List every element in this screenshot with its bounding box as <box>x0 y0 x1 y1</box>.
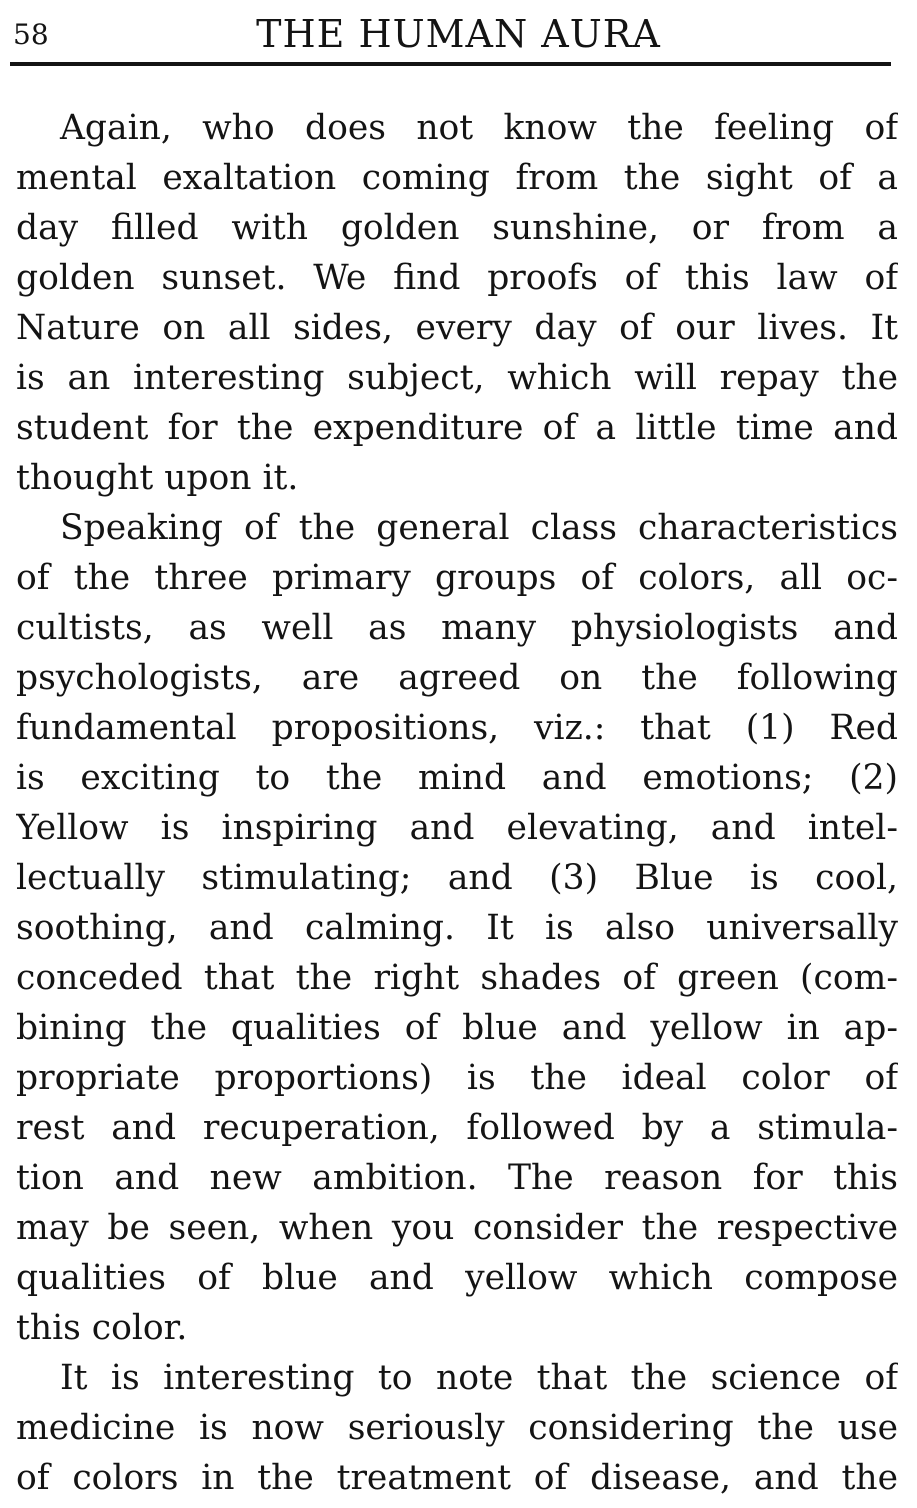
text-line: lectually stimulating; and (3) Blue is cool, <box>16 858 898 898</box>
text-line: Yellow is inspiring and elevating, and intel- <box>16 808 898 848</box>
text-line: day filled with golden sunshine, or from a <box>16 208 898 248</box>
paragraph-2 <box>16 503 898 1353</box>
text-line: bining the qualities of blue and yellow in ap- <box>16 1008 898 1048</box>
text-line: rest and recuperation, followed by a stimula- <box>16 1108 898 1148</box>
text-line: is exciting to the mind and emotions; (2) <box>16 758 898 798</box>
text-line: conceded that the right shades of green (com- <box>16 958 898 998</box>
text-line: this color. <box>16 1308 188 1348</box>
text-line: cultists, as well as many physiologists and <box>16 608 898 648</box>
text-line: tion and new ambition. The reason for this <box>16 1158 898 1198</box>
paragraph-3 <box>16 1353 898 1503</box>
paragraph-1 <box>16 103 898 503</box>
page-number: 58 <box>13 18 49 51</box>
running-title: THE HUMAN AURA <box>256 12 661 56</box>
text-line: It is interesting to note that the science of <box>60 1358 898 1398</box>
text-line: Speaking of the general class characteristics <box>60 508 898 548</box>
text-line: of colors in the treatment of disease, and the <box>16 1458 898 1498</box>
body-text <box>16 103 898 1503</box>
text-line: qualities of blue and yellow which compose <box>16 1258 898 1298</box>
text-line: thought upon it. <box>16 458 299 498</box>
text-line: medicine is now seriously considering the use <box>16 1408 898 1448</box>
text-line: fundamental propositions, viz.: that (1) Red <box>16 708 898 748</box>
text-line: mental exaltation coming from the sight of a <box>16 158 898 198</box>
text-line: golden sunset. We find proofs of this law of <box>16 258 898 298</box>
header-rule <box>10 62 891 66</box>
text-line: of the three primary groups of colors, all oc- <box>16 558 898 598</box>
text-line: may be seen, when you consider the respective <box>16 1208 898 1248</box>
text-line: student for the expenditure of a little time and <box>16 408 898 448</box>
text-line: propriate proportions) is the ideal color of <box>16 1058 898 1098</box>
text-line: Nature on all sides, every day of our lives. It <box>16 308 898 348</box>
text-line: psychologists, are agreed on the following <box>16 658 898 698</box>
text-line: soothing, and calming. It is also universally <box>16 908 898 948</box>
text-line: Again, who does not know the feeling of <box>60 108 898 148</box>
text-line: is an interesting subject, which will repay the <box>16 358 898 398</box>
